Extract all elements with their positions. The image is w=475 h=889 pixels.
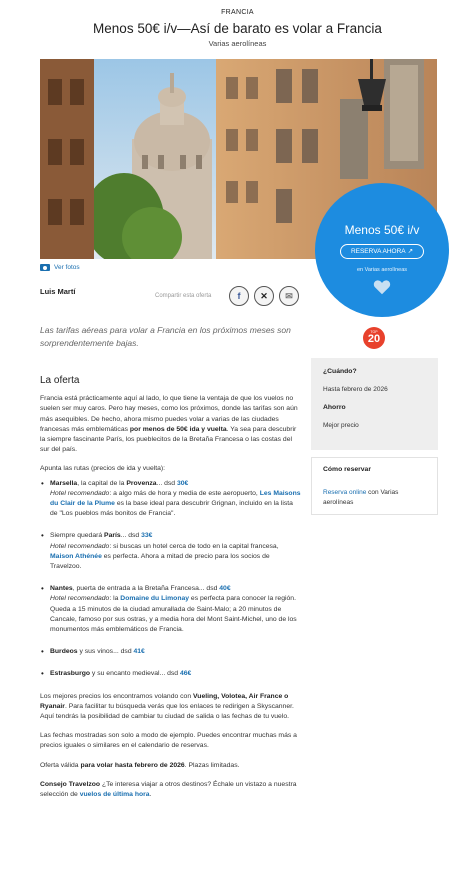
text: Oferta válida: [40, 761, 81, 769]
share-label: Compartir esta oferta: [155, 293, 212, 299]
author-name: Luis Martí: [40, 287, 76, 296]
text: ... dsd: [156, 479, 177, 487]
camera-icon: [40, 264, 50, 271]
text: , la capital de la: [77, 479, 127, 487]
last-minute-flights-link[interactable]: vuelos de última hora: [79, 791, 150, 799]
book-info: [323, 488, 426, 508]
offer-circle: [315, 183, 449, 317]
sidebar-when-box: [311, 358, 438, 450]
external-link-icon: ↗: [407, 248, 414, 255]
text: ... dsd: [120, 532, 142, 540]
route-city: Estrasburgo: [50, 670, 91, 678]
paragraph-intro: [40, 394, 302, 455]
text: Los mejores precios los encontramos volando con: [40, 692, 194, 700]
facebook-icon[interactable]: f: [229, 286, 249, 306]
route-item: [40, 647, 302, 657]
routes-list: [40, 479, 302, 680]
route-city: Marsella: [50, 479, 78, 487]
book-online-link[interactable]: Reserva online: [323, 489, 367, 496]
hotel-label: Hotel recomendado: [50, 542, 110, 550]
article-body: [40, 376, 302, 809]
text: Siempre quedará: [50, 532, 105, 540]
text: : a algo más de hora y media de este aeropuerto,: [109, 489, 260, 497]
badge-top: TOP: [370, 330, 378, 334]
route-city: París: [104, 532, 121, 540]
route-price-link[interactable]: 46€: [179, 670, 192, 678]
route-item: [40, 669, 302, 679]
hotel-label: Hotel recomendado: [50, 595, 110, 603]
text: , puerta de entrada a la Bretaña Francesa... dsd: [72, 585, 220, 593]
route-price-link[interactable]: 33€: [141, 532, 153, 540]
social-share-buttons: [229, 286, 299, 306]
section-title: La oferta: [40, 375, 80, 386]
text: ¿Te interesa viajar a otros destinos? Échale un vistazo a nuestra selección de: [40, 780, 297, 799]
text: es perfecta para conocer la región. Queda a 15 minutos de la ciudad amurallada de Saint-Malo; a 20 minutos de Cancale, famoso por sus ostras, y a media hora del Mont Saint-Michel, uno de los monumentos más emblemáticos de Francia.: [50, 595, 297, 634]
text: . Para facilitar tu búsqueda verás que los enlaces te redirigen a Skyscanner. Aquí tendrás la posibilidad de cambiar tu ciudad de salida o las fechas de tu vuelo.: [40, 702, 294, 721]
x-icon[interactable]: ✕: [254, 286, 274, 306]
hotel-link[interactable]: Domaine du Limonay: [120, 595, 190, 603]
page-title: Menos 50€ i/v—Así de barato es volar a Francia: [93, 21, 382, 36]
hotel-link[interactable]: Les Maisons du Clair de la Plume: [50, 489, 301, 508]
view-photos-link[interactable]: [40, 264, 80, 271]
route-price-link[interactable]: 41€: [133, 648, 145, 656]
book-now-button[interactable]: [340, 244, 424, 259]
text-bold: para volar hasta febrero de 2026: [80, 761, 185, 769]
category-kicker: FRANCIA: [221, 9, 254, 16]
article-lead: Las tarifas aéreas para volar a Francia en los próximos meses son sorprendentemente bajas.: [40, 325, 291, 348]
page-subtitle: Varias aerolíneas: [208, 39, 267, 48]
routes-intro: Apunta las rutas (precios de ida y vuelta):: [40, 465, 166, 473]
text-bold: Vueling, Volotea, Air France o Ryanair: [40, 692, 289, 710]
route-price-link[interactable]: 40€: [219, 585, 231, 593]
email-icon[interactable]: ✉: [279, 286, 299, 306]
offer-price: Menos 50€ i/v: [344, 223, 420, 237]
savings-value: Mejor precio: [323, 422, 359, 429]
route-price-link[interactable]: 30€: [176, 479, 189, 487]
paragraph-dates: Las fechas mostradas son solo a modo de ejemplo. Puedes encontrar muchas más a precios iguales o similares en el calendario de reservas.: [40, 732, 297, 750]
text: y sus vinos... dsd: [77, 648, 134, 656]
route-item: [40, 479, 302, 520]
text: .: [149, 791, 152, 799]
text: . Plazas limitadas.: [184, 761, 240, 769]
hotel-label: Hotel recomendado: [50, 489, 110, 497]
text: . Ya sea para descubrir la siempre fascinante París, los pueblecitos de la Bretaña Francesa o las costas del sur del país.: [40, 425, 297, 454]
book-now-label: RESERVA AHORA: [350, 248, 406, 255]
paragraph-airlines: [40, 692, 302, 723]
when-value: Hasta febrero de 2026: [323, 386, 388, 393]
book-rest: con Varias aerolíneas: [323, 489, 399, 506]
route-item: [40, 584, 302, 635]
text: es la base ideal para descubrir Grignan, incluido en la lista de "Los pueblos más bonitos de Francia".: [50, 500, 293, 518]
text: y su encanto medieval... dsd: [90, 670, 180, 678]
text: : si buscas un hotel cerca de todo en la capital francesa,: [109, 542, 279, 550]
hotel-link[interactable]: Maison Athénée: [50, 552, 102, 560]
offer-provider: en Varias aerolíneas: [356, 267, 408, 273]
text-bold: Consejo Travelzoo: [40, 780, 101, 788]
badge-number: 20: [367, 333, 381, 345]
top20-badge: [363, 327, 385, 349]
text-bold: por menos de 50€ ida y vuelta: [129, 425, 227, 433]
heart-icon[interactable]: [373, 279, 391, 295]
paragraph-validity: [40, 761, 302, 771]
text: Francia está prácticamente aquí al lado, lo que tiene la ventaja de que los vuelos no suelen ser muy caros. Pero hay meses, como los próximos, donde las tarifas son aún más asequibles. De hecho, ahora mismo puedes volar a varias de las ciudades francesas más emblemáticas: [40, 395, 298, 433]
paragraph-tip: [40, 780, 302, 800]
route-item: [40, 531, 302, 572]
route-city: Nantes: [50, 585, 73, 593]
when-title: ¿Cuándo?: [323, 368, 357, 375]
savings-title: Ahorro: [323, 404, 346, 411]
text: es perfecta. Ahora a mitad de precio para los socios de Travelzoo.: [50, 552, 270, 571]
route-region: Provenza: [126, 479, 157, 487]
text: : la: [109, 595, 121, 603]
view-photos-label: Ver fotos: [54, 264, 80, 271]
book-title: Cómo reservar: [323, 466, 371, 473]
route-city: Burdeos: [50, 648, 78, 656]
sidebar-book-box: [311, 457, 438, 515]
